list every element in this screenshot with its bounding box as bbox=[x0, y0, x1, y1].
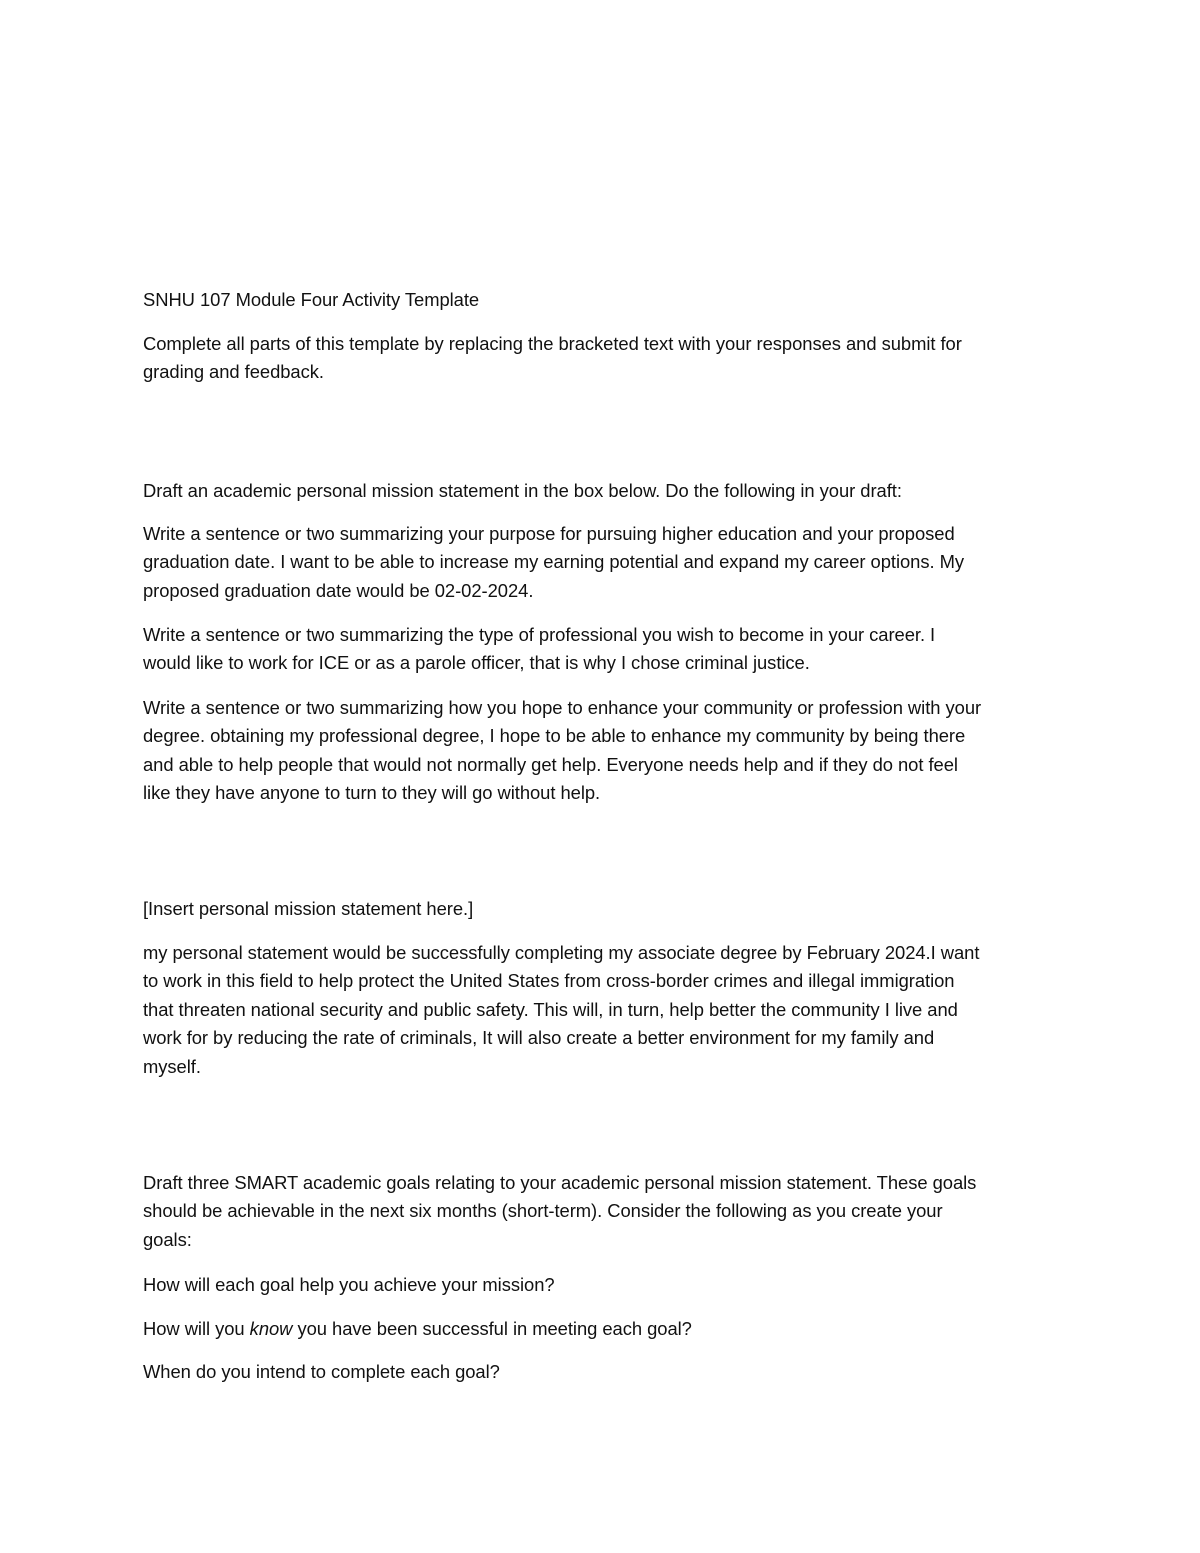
question-mission: How will each goal help you achieve your mission? bbox=[143, 1274, 555, 1295]
text-line: graduation date. I want to be able to increase my earning potential and expand my career options. My bbox=[143, 551, 965, 573]
text-line: would like to work for ICE or as a parole officer, that is why I chose criminal justice. bbox=[143, 652, 810, 674]
emphasis-text: know bbox=[249, 1318, 293, 1339]
goals-instructions bbox=[143, 1169, 1063, 1254]
prompt-purpose bbox=[143, 520, 1063, 605]
text-line: to work in this field to help protect the United States from cross-border crimes and illegal immigration bbox=[143, 970, 955, 992]
question-success: How will you know you have been successful in meeting each goal? bbox=[143, 1318, 692, 1339]
text-line: should be achievable in the next six months (short-term). Consider the following as you create your bbox=[143, 1200, 943, 1222]
text-line: Write a sentence or two summarizing the type of professional you wish to become in your career. I bbox=[143, 624, 936, 645]
text-line: like they have anyone to turn to they will go without help. bbox=[143, 782, 601, 804]
text-line: degree. obtaining my professional degree, I hope to be able to enhance my community by being there bbox=[143, 725, 966, 747]
prompt-community bbox=[143, 694, 1063, 808]
text-line: work for by reducing the rate of criminals, It will also create a better environment for my family and bbox=[143, 1027, 935, 1049]
mission-instructions: Draft an academic personal mission statement in the box below. Do the following in your draft: bbox=[143, 480, 902, 501]
question-timeline: When do you intend to complete each goal? bbox=[143, 1361, 500, 1382]
prompt-professional bbox=[143, 621, 1063, 678]
text-line: grading and feedback. bbox=[143, 361, 324, 383]
text-line: Write a sentence or two summarizing how you hope to enhance your community or profession with your bbox=[143, 697, 982, 718]
text-line: and able to help people that would not normally get help. Everyone needs help and if they do not feel bbox=[143, 753, 958, 775]
text-line: Complete all parts of this template by replacing the bracketed text with your responses and submit for bbox=[143, 333, 962, 354]
text-line: Write a sentence or two summarizing your purpose for pursuing higher education and your proposed bbox=[143, 523, 955, 544]
text-line: Draft three SMART academic goals relating to your academic personal mission statement. These goals bbox=[143, 1172, 977, 1193]
text-line: myself. bbox=[143, 1055, 201, 1077]
text-line: proposed graduation date would be 02-02-2024. bbox=[143, 579, 534, 601]
intro-paragraph bbox=[143, 330, 1063, 387]
mission-statement bbox=[143, 939, 1063, 1081]
text-line: that threaten national security and public safety. This will, in turn, help better the community I live and bbox=[143, 998, 958, 1020]
text-line: my personal statement would be successfully completing my associate degree by February 2024.I want bbox=[143, 942, 980, 963]
mission-placeholder: [Insert personal mission statement here.] bbox=[143, 898, 474, 919]
document-title: SNHU 107 Module Four Activity Template bbox=[143, 289, 480, 310]
text-line: goals: bbox=[143, 1228, 192, 1250]
